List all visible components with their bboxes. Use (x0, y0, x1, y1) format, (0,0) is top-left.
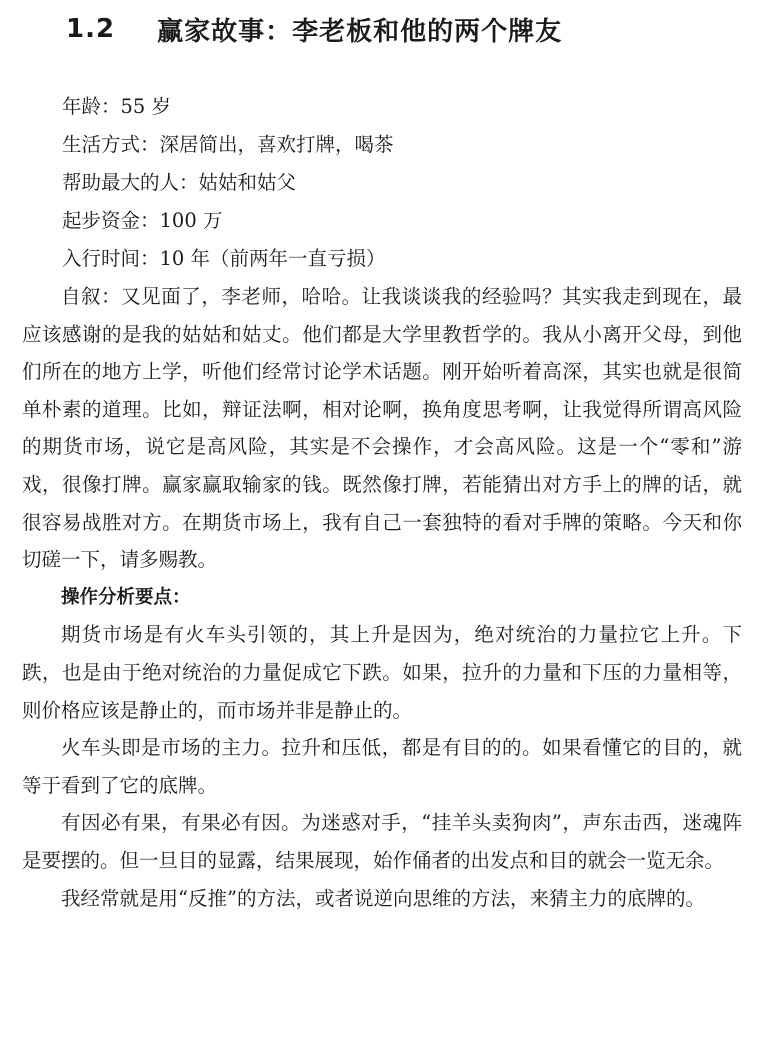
profile-info (62, 88, 742, 278)
analysis-subheading: 操作分析要点： (61, 586, 191, 608)
intro-paragraph: 自叙：又见面了，李老师，哈哈。让我谈谈我的经验吗？其实我走到现在，最应该感谢的是我的姑姑和姑丈。他们都是大学里教哲学的。我从小离开父母，到他们所在的地方上学，听他们经常讨论学术话题。刚开始听着高深，其实也就是很简单朴素的道理。比如，辩证法啊，相对论啊，换角度思考啊，让我觉得所谓高风险的期货市场，说它是高风险，其实是不会操作，才会高风险。这是一个“零和”游戏，很像打牌。赢家赢取输家的钱。既然像打牌，若能猜出对方手上的牌的话，就很容易战胜对方。在期货市场上，我有自己一套独特的看对手牌的策略。今天和你切磋一下，请多赐教。 (22, 285, 742, 572)
info-lifestyle: 生活方式：深居简出，喜欢打牌，喝茶 (62, 133, 394, 156)
info-age: 年龄：55 岁 (62, 95, 172, 118)
info-helper: 帮助最大的人：姑姑和姑父 (62, 171, 297, 194)
section-heading (66, 10, 562, 48)
paragraph: 火车头即是市场的主力。拉升和压低，都是有目的的。如果看懂它的目的，就等于看到了它的底牌。 (22, 736, 742, 797)
info-capital: 起步资金：100 万 (62, 209, 223, 232)
paragraph: 我经常就是用“反推”的方法，或者说逆向思维的方法，来猜主力的底牌的。 (61, 886, 705, 910)
body-text (22, 278, 742, 917)
section-number: 1.2 (66, 14, 116, 44)
paragraph: 期货市场是有火车头引领的，其上升是因为，绝对统治的力量拉它上升。下跌，也是由于绝对统治的力量促成它下跌。如果，拉升的力量和下压的力量相等，则价格应该是静止的，而市场并非是静止的。 (22, 623, 742, 722)
info-experience: 入行时间：10 年（前两年一直亏损） (62, 247, 386, 270)
paragraph: 有因必有果，有果必有因。为迷惑对手，“挂羊头卖狗肉”，声东击西，迷魂阵是要摆的。但一旦目的显露，结果展现，始作俑者的出发点和目的就会一览无余。 (22, 811, 742, 872)
section-title: 赢家故事：李老板和他的两个牌友 (157, 16, 563, 47)
